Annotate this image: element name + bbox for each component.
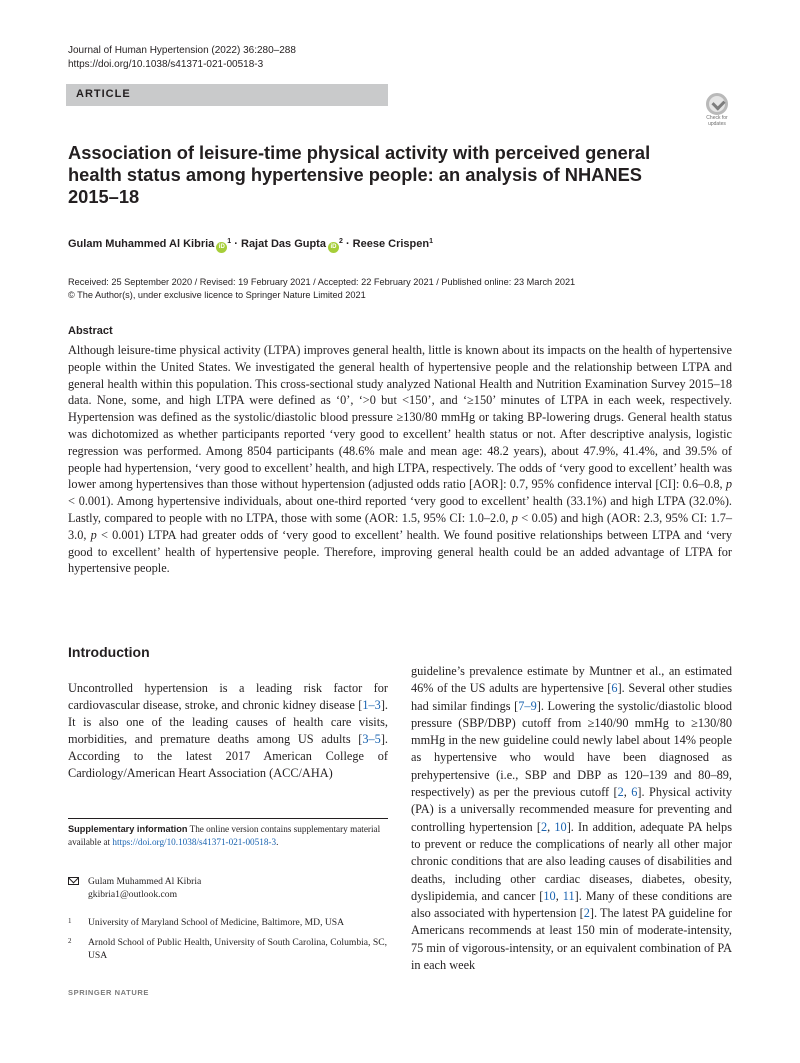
author-name[interactable]: Gulam Muhammed Al Kibria (68, 238, 215, 250)
author-affiliation-ref: 1 (227, 238, 232, 245)
affiliation-text: Arnold School of Public Health, University of South Carolina, Columbia, SC, USA (88, 937, 387, 961)
citation-link[interactable]: 6 (631, 785, 638, 800)
correspondence-email[interactable]: gkibria1@outlook.com (88, 888, 178, 900)
correspondence-name: Gulam Muhammed Al Kibria (88, 876, 202, 887)
citation-link[interactable]: 10 (554, 819, 567, 834)
author-separator: · (345, 238, 350, 250)
orcid-icon[interactable]: iD (328, 242, 339, 253)
citation-link[interactable]: 7–9 (518, 698, 537, 713)
abstract-text: Although leisure-time physical activity (LTPA) improves general health, little is known about its impacts on the health of hypertensive people within the United States. We investigated the general health of hypertensive people and the relationship between LTPA and general health within this population. This cross-sectional study analyzed National Health and Nutrition Examination Survey 2015–18 data. None, some, and high LTPA were defined as ‘0’, ‘>0 but <150’, and ‘≥150’ minutes of LTPA in each week, respectively. Hypertension was defined as the systolic/diastolic blood pressure ≥130/80 mmHg or taking BP-lowering drugs. General health status was dichotomized as whether participants reported ‘very good to excellent’ health status or not. After descriptive analysis, logistic regression was performed. Among 8504 participants (48.6% male and mean age: 48.2 years), about 47.9%, 41.4%, and 39.5% of people had hypertension, ‘very good to excellent’ health, and high LTPA, respectively. The odds of ‘very good to excellent’ health was lower among hypertensives than those without hypertension (adjusted odds ratio [AOR]: 0.7, 95% confidence interval [CI]: 0.6–0.8, p < 0.001). Among hypertensive individuals, about one-third reported ‘very good to excellent’ health (33.1%) and high LTPA (32.0%). Lastly, compared to people with no LTPA, those with some (AOR: 1.5, 95% CI: 1.0–2.0, p < 0.05) and high (AOR: 2.3, 95% CI: 1.7–3.0, p < 0.001) LTPA had greater odds of ‘very good to excellent’ health. We found positive relationships between LTPA and ‘very good to excellent’ health of hypertensive people. Therefore, improving general health could be an added advantage of LTPA for hypertensive people. (68, 343, 733, 576)
citation-link[interactable]: 3–5 (362, 732, 381, 746)
journal-citation: Journal of Human Hypertension (2022) 36:280–288 (68, 45, 296, 56)
author-affiliation-ref: 1 (429, 238, 434, 245)
author-list (68, 234, 433, 253)
article-type-band (66, 84, 388, 106)
supplementary-information: Supplementary information The online version contains supplementary material available at https://doi.org/10.1038/s41371-021-00518-3. (68, 824, 381, 847)
copyright-line: © The Author(s), under exclusive licence to Springer Nature Limited 2021 (68, 290, 366, 300)
author-separator: · (234, 238, 238, 250)
citation-link[interactable]: 6 (611, 681, 618, 696)
citation-link[interactable]: 11 (562, 888, 575, 903)
supplementary-link[interactable]: https://doi.org/10.1038/s41371-021-00518-3 (112, 836, 277, 847)
envelope-icon (68, 877, 79, 885)
affiliation-number: 1 (68, 917, 72, 925)
abstract-heading: Abstract (68, 325, 113, 337)
check-updates-line1: Check for (706, 115, 728, 121)
article-type-label: ARTICLE (76, 88, 131, 100)
publisher-logo: SPRINGER NATURE (68, 988, 149, 997)
citation-link[interactable]: 2 (617, 785, 624, 800)
affiliation-number: 2 (68, 937, 72, 945)
article-title: Association of leisure-time physical activity with perceived general health status among hypertensive people: an analysis of NHANES 2015–18 (68, 142, 651, 207)
orcid-icon[interactable]: iD (216, 242, 227, 253)
author-affiliation-ref: 2 (338, 238, 343, 245)
check-updates-line2: updates (708, 121, 726, 127)
citation-link[interactable]: 2 (540, 819, 548, 834)
affiliation-text: University of Maryland School of Medicine, Baltimore, MD, USA (88, 917, 345, 928)
introduction-column-1: Uncontrolled hypertension is a leading risk factor for cardiovascular disease, stroke, and chronic kidney disease [1–3]. It is also one of the leading causes of health care visits, morbidities, and premature deaths among US adults [3–5]. According to the latest 2017 American College of Cardiology/American Heart Association (ACC/AHA) (68, 681, 388, 780)
check-updates-icon (706, 93, 728, 115)
citation-link[interactable]: 1–3 (362, 698, 381, 712)
supplementary-label: Supplementary information (68, 824, 188, 834)
history-dates: Received: 25 September 2020 / Revised: 19 February 2021 / Accepted: 22 February 2021 / Published online: 23 March 2021 (68, 277, 576, 287)
introduction-column-2: guideline’s prevalence estimate by Muntner et al., an estimated 46% of the US adults are hypertensive [6]. Several other studies had similar findings [7–9]. Lowering the systolic/diastolic blood pressure (SBP/DBP) cutoff from ≥140/90 mmHg to ≥130/80 mmHg in the new guideline could newly label about 14% people as hypertensive who would have been diagnosed as prehypertensive (i.e., SBP and DBP as 120–139 and 80–89, respectively) as per the previous cutoff [2, 6]. Physical activity (PA) is a universally recommended measure for preventing and controlling hypertension [2, 10]. In addition, adequate PA helps to prevent or reduce the complications of nearly all other major chronic conditions that are also leading causes of disabilities and deaths, including other cardiac diseases, diabetes, obesity, dyslipidemia, and cancer [10, 11]. Many of these conditions are also associated with hypertension [2]. The latest PA guideline for Americans recommends at least 150 min of moderate-intensity, 75 min of vigorous-intensity, or an equivalent combination of PA in each week (411, 664, 732, 973)
check-for-updates-badge[interactable] (702, 93, 732, 127)
citation-link[interactable]: 10 (543, 888, 556, 903)
author-name[interactable]: Rajat Das Gupta (241, 238, 326, 250)
journal-doi[interactable]: https://doi.org/10.1038/s41371-021-00518-3 (68, 59, 264, 70)
publication-dates (68, 276, 575, 302)
author-name[interactable]: Reese Crispen (352, 238, 430, 250)
journal-header (68, 44, 296, 72)
introduction-heading: Introduction (68, 644, 150, 660)
footnote-divider (68, 818, 388, 819)
citation-link[interactable]: 2 (583, 906, 590, 921)
